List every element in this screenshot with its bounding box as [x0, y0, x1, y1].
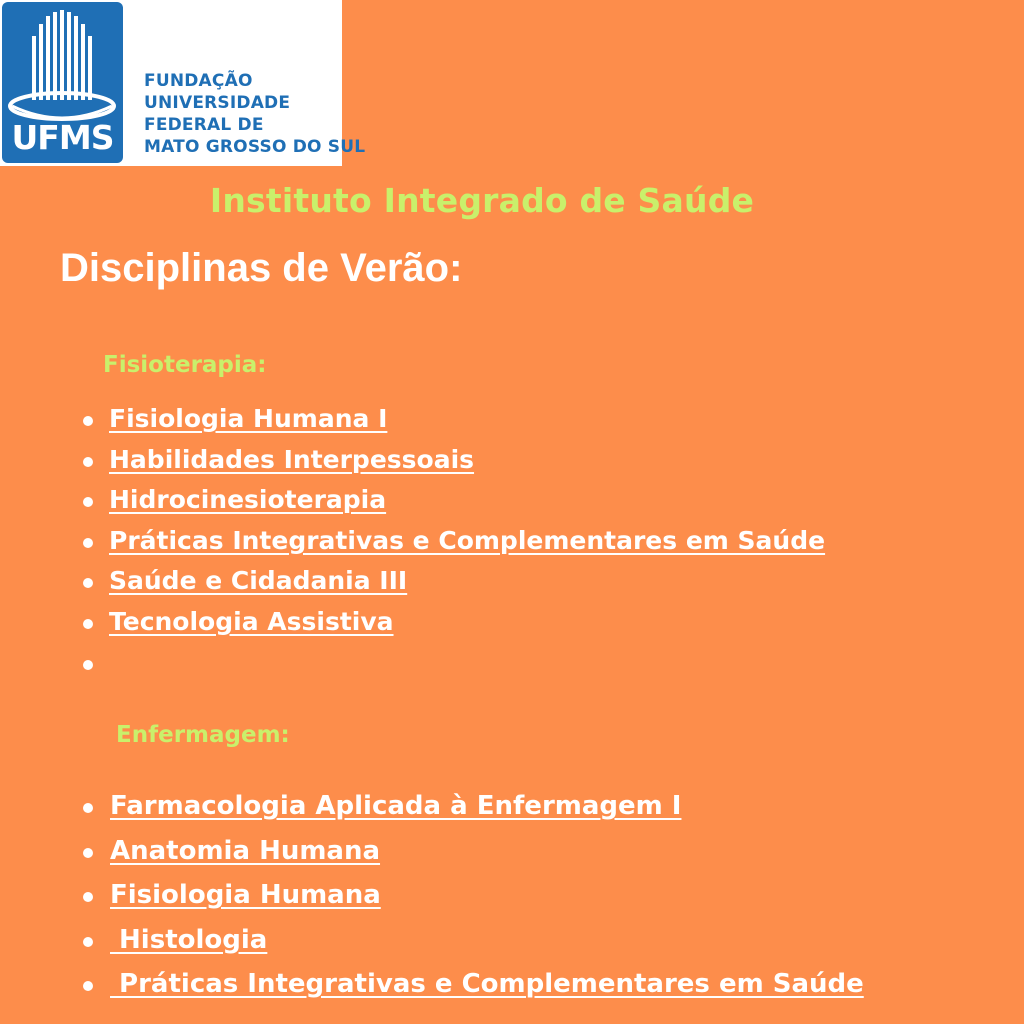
course-link[interactable]: Práticas Integrativas e Complementares em Saúde — [109, 525, 826, 555]
course-link[interactable]: Fisiologia Humana — [110, 880, 381, 910]
course-link[interactable]: Anatomia Humana — [110, 835, 381, 866]
course-link[interactable]: Tecnologia Assistiva — [109, 606, 394, 636]
course-link[interactable]: Histologia — [110, 924, 268, 955]
course-link[interactable]: Saúde e Cidadania III — [109, 566, 408, 596]
course-link[interactable]: Farmacologia Aplicada à Enfermagem I — [110, 791, 682, 821]
bullet-icon — [83, 660, 93, 670]
wordmark-line: MATO GROSSO DO SUL — [144, 137, 366, 157]
wordmark-line: UNIVERSIDADE — [144, 93, 291, 113]
ufms-logo — [0, 0, 366, 166]
bullet-icon — [83, 457, 93, 467]
course-link[interactable]: Fisiologia Humana I — [109, 404, 388, 433]
logo-mark-text: UFMS — [11, 118, 114, 157]
course-link[interactable]: Habilidades Interpessoais — [109, 444, 475, 474]
wordmark-line: FEDERAL DE — [144, 115, 264, 135]
ufms-building-emblem-icon — [2, 2, 123, 132]
course-link[interactable]: Hidrocinesioterapia — [109, 485, 387, 515]
course-link[interactable]: Práticas Integrativas e Complementares em Saúde — [110, 969, 864, 999]
bullet-icon — [83, 619, 93, 629]
bullet-icon — [83, 937, 93, 947]
bullet-icon — [83, 416, 93, 426]
wordmark-line: FUNDAÇÃO — [144, 71, 253, 91]
section-label-fisioterapia: Fisioterapia: — [103, 352, 267, 378]
bullet-icon — [83, 538, 93, 548]
bullet-icon — [83, 578, 93, 588]
bullet-icon — [83, 848, 93, 858]
bullet-icon — [83, 892, 93, 902]
bullet-icon — [83, 803, 93, 813]
logo-wordmark — [144, 70, 366, 158]
bullet-icon — [83, 981, 93, 991]
page-heading: Disciplinas de Verão: — [60, 246, 463, 290]
section-label-enfermagem: Enfermagem: — [116, 722, 290, 748]
ufms-emblem — [2, 2, 123, 163]
institute-title: Instituto Integrado de Saúde — [209, 181, 755, 220]
bullet-icon — [83, 497, 93, 507]
